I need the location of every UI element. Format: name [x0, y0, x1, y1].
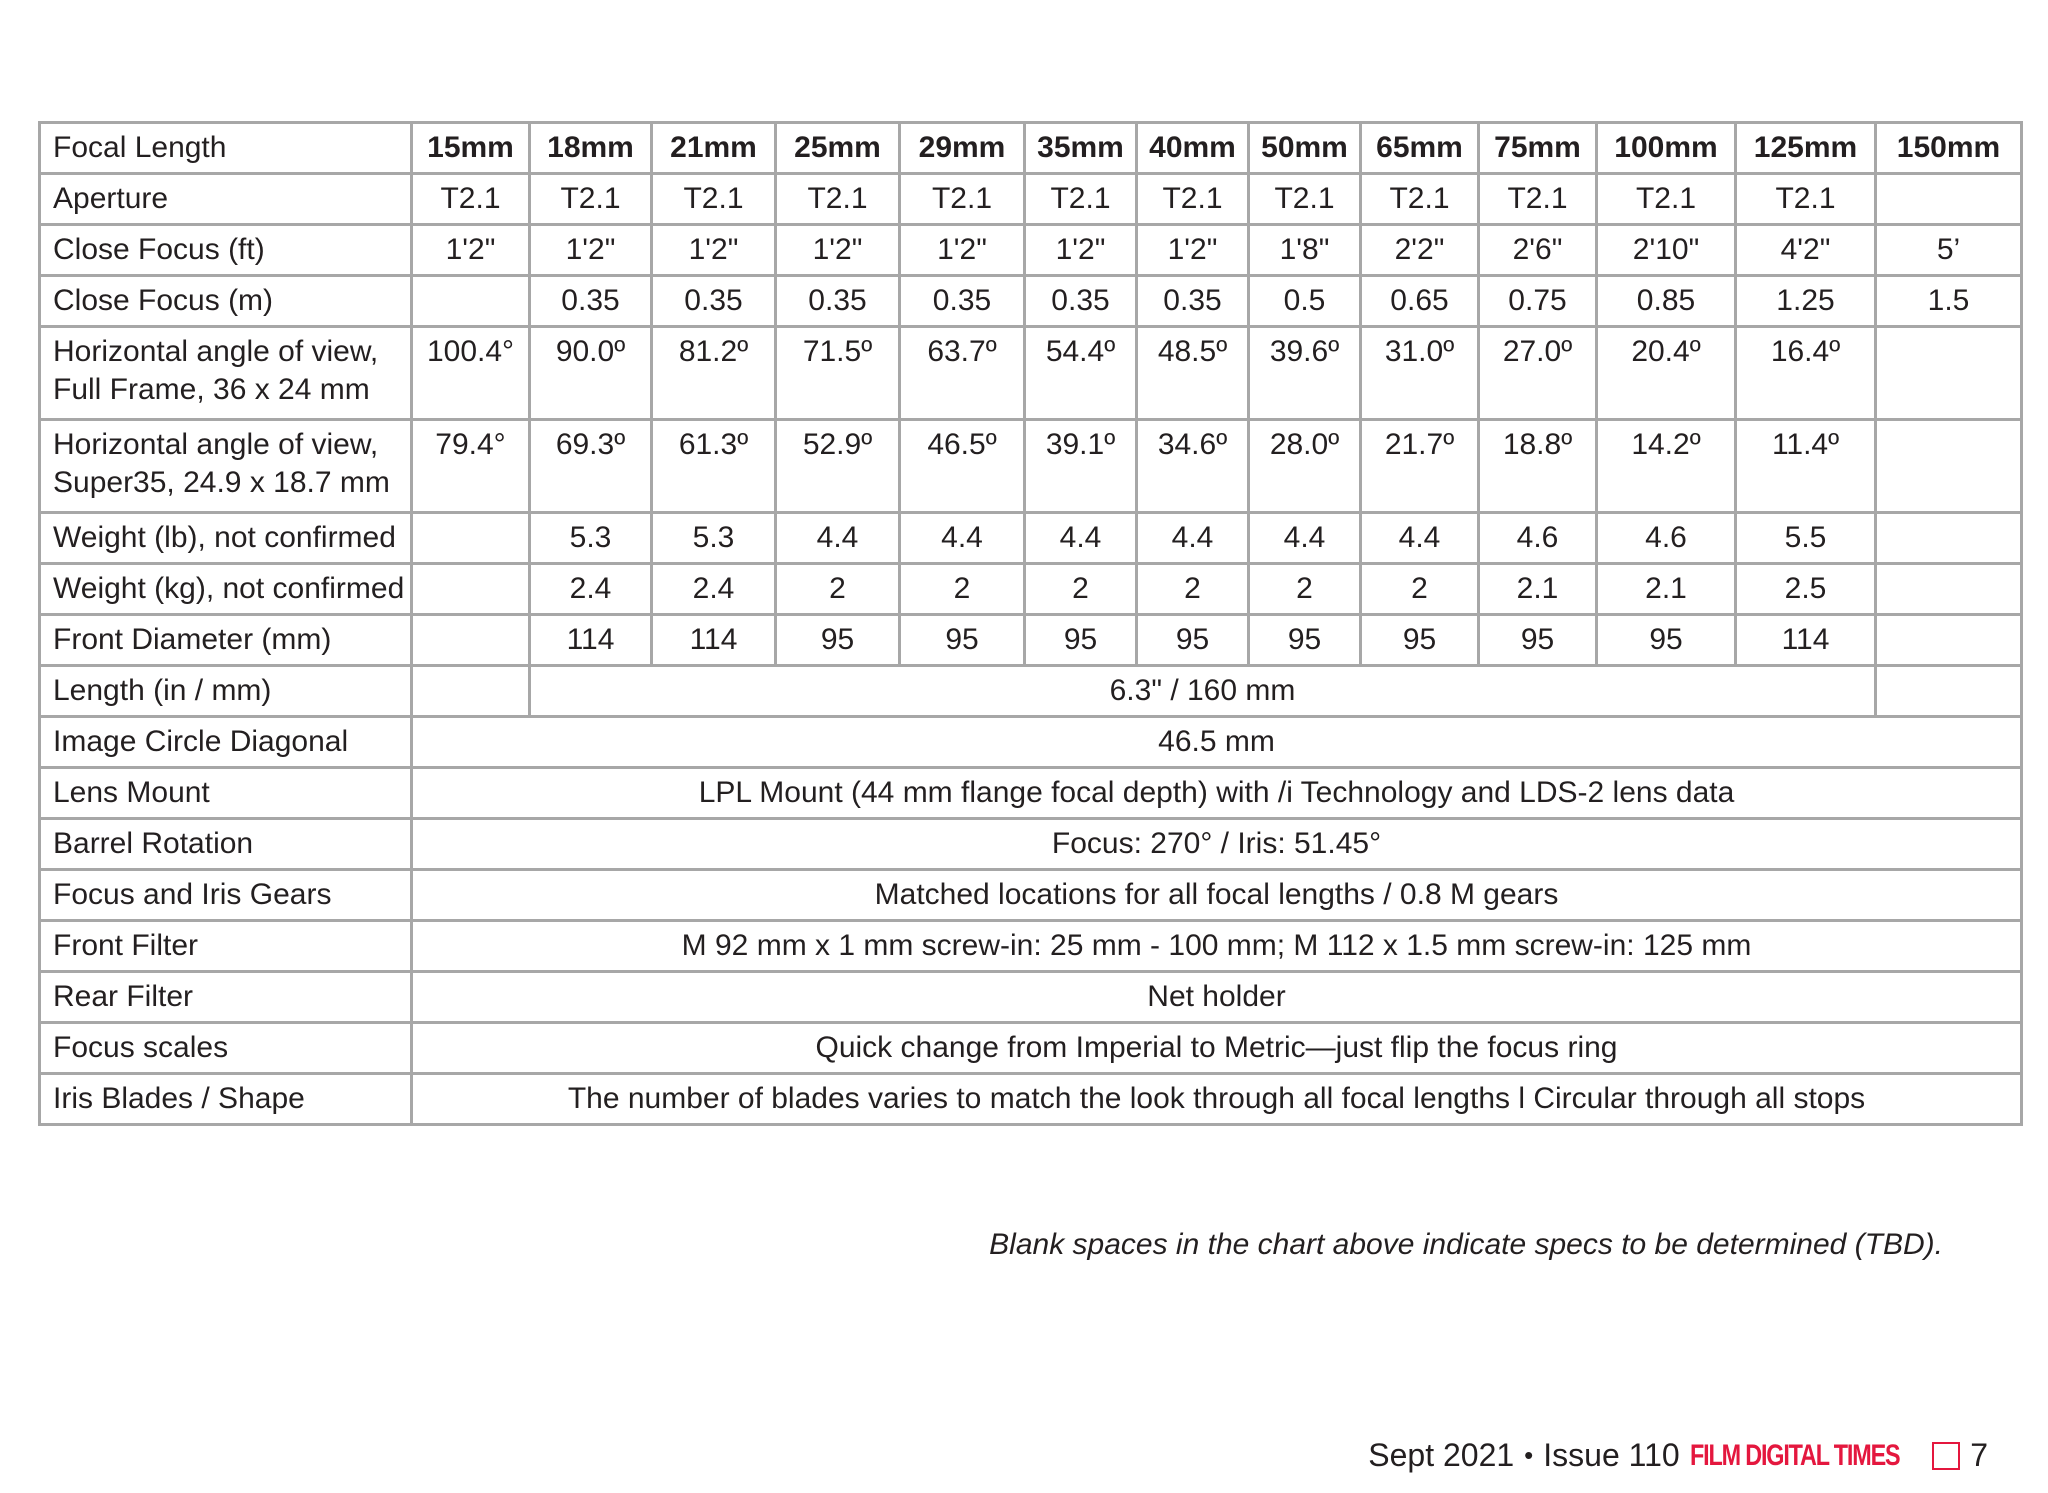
- table-cell: T2.1: [1597, 174, 1736, 225]
- table-cell: [1876, 666, 2022, 717]
- table-row: [40, 768, 2022, 819]
- table-cell: T2.1: [1361, 174, 1479, 225]
- spanned-cell: Net holder: [412, 972, 2022, 1023]
- brand-logo: FILM DIGITAL TIMES: [1689, 1438, 1900, 1472]
- spanned-cell: The number of blades varies to match the look through all focal lengths l Circular through all stops: [412, 1074, 2022, 1125]
- table-cell: 1'8": [1249, 225, 1361, 276]
- bullet-separator: •: [1524, 1440, 1534, 1470]
- row-label: Length (in / mm): [40, 666, 412, 717]
- table-cell: 4.4: [1025, 513, 1137, 564]
- spanned-cell: 6.3" / 160 mm: [530, 666, 1876, 717]
- table-cell: T2.1: [1249, 174, 1361, 225]
- row-label: Image Circle Diagonal: [40, 717, 412, 768]
- table-cell: 54.4º: [1025, 327, 1137, 420]
- table-cell: 95: [1361, 615, 1479, 666]
- table-body: [40, 123, 2022, 1125]
- table-cell: 5.5: [1736, 513, 1876, 564]
- table-cell: 1'2": [412, 225, 530, 276]
- row-label: [40, 420, 412, 513]
- table-cell: 11.4º: [1736, 420, 1876, 513]
- table-cell: 4.4: [1249, 513, 1361, 564]
- row-label: Front Diameter (mm): [40, 615, 412, 666]
- table-cell: 2: [900, 564, 1025, 615]
- table-cell: 5.3: [652, 513, 776, 564]
- column-header: 75mm: [1479, 123, 1597, 174]
- table-cell: [1876, 615, 2022, 666]
- page-footer: [1368, 1437, 1988, 1474]
- table-cell: 1'2": [530, 225, 652, 276]
- table-cell: T2.1: [900, 174, 1025, 225]
- table-cell: 1.5: [1876, 276, 2022, 327]
- row-label: Barrel Rotation: [40, 819, 412, 870]
- column-header: 40mm: [1137, 123, 1249, 174]
- row-label-focal-length: Focal Length: [40, 123, 412, 174]
- table-row: [40, 420, 2022, 513]
- page-number: 7: [1970, 1437, 1988, 1473]
- table-cell: 0.65: [1361, 276, 1479, 327]
- table-cell: [1876, 513, 2022, 564]
- table-cell: 95: [1597, 615, 1736, 666]
- table-cell: 0.35: [776, 276, 900, 327]
- table-cell: 0.35: [1025, 276, 1137, 327]
- table-cell: 0.35: [652, 276, 776, 327]
- table-cell: 31.0º: [1361, 327, 1479, 420]
- table-cell: 4.6: [1597, 513, 1736, 564]
- spanned-cell: Quick change from Imperial to Metric—just flip the focus ring: [412, 1023, 2022, 1074]
- table-cell: 4'2": [1736, 225, 1876, 276]
- table-cell: 4.4: [1361, 513, 1479, 564]
- table-row: [40, 615, 2022, 666]
- table-cell: 2: [1361, 564, 1479, 615]
- table-row: [40, 972, 2022, 1023]
- row-label-line: Horizontal angle of view,: [53, 428, 379, 461]
- table-cell: 71.5º: [776, 327, 900, 420]
- tbd-note: Blank spaces in the chart above indicate specs to be determined (TBD).: [989, 1228, 1943, 1261]
- table-cell: 4.4: [900, 513, 1025, 564]
- row-label: [40, 327, 412, 420]
- row-label: Weight (lb), not confirmed: [40, 513, 412, 564]
- table-cell: 1'2": [900, 225, 1025, 276]
- table-row: [40, 225, 2022, 276]
- row-label: Close Focus (ft): [40, 225, 412, 276]
- table-cell: 2: [776, 564, 900, 615]
- lens-spec-table: [38, 121, 2023, 1126]
- table-row: [40, 819, 2022, 870]
- table-cell: 2'10": [1597, 225, 1736, 276]
- row-label: Front Filter: [40, 921, 412, 972]
- brand-box-icon: [1932, 1442, 1960, 1470]
- table-cell: [1876, 564, 2022, 615]
- table-cell: 4.4: [776, 513, 900, 564]
- table-cell: 2: [1249, 564, 1361, 615]
- table-cell: 46.5º: [900, 420, 1025, 513]
- table-cell: 2.4: [530, 564, 652, 615]
- row-label: Focus and Iris Gears: [40, 870, 412, 921]
- table-cell: 1'2": [1137, 225, 1249, 276]
- table-cell: 90.0º: [530, 327, 652, 420]
- table-cell: 61.3º: [652, 420, 776, 513]
- table-row: [40, 123, 2022, 174]
- column-header: 100mm: [1597, 123, 1736, 174]
- table-cell: 0.85: [1597, 276, 1736, 327]
- table-row: [40, 666, 2022, 717]
- table-cell: 2.1: [1597, 564, 1736, 615]
- column-header: 35mm: [1025, 123, 1137, 174]
- table-cell: 2'6": [1479, 225, 1597, 276]
- table-cell: 4.4: [1137, 513, 1249, 564]
- table-cell: [412, 276, 530, 327]
- spanned-cell: Focus: 270° / Iris: 51.45°: [412, 819, 2022, 870]
- table-cell: 5.3: [530, 513, 652, 564]
- table-cell: 27.0º: [1479, 327, 1597, 420]
- column-header: 50mm: [1249, 123, 1361, 174]
- table-cell: 100.4°: [412, 327, 530, 420]
- table-cell: 95: [900, 615, 1025, 666]
- table-cell: 0.75: [1479, 276, 1597, 327]
- table-cell: 0.35: [900, 276, 1025, 327]
- table-cell: 34.6º: [1137, 420, 1249, 513]
- table-cell: 21.7º: [1361, 420, 1479, 513]
- row-label: Focus scales: [40, 1023, 412, 1074]
- table-cell: 0.35: [1137, 276, 1249, 327]
- table-cell: T2.1: [652, 174, 776, 225]
- table-cell: 5’: [1876, 225, 2022, 276]
- spanned-cell: 46.5 mm: [412, 717, 2022, 768]
- table-cell: [412, 615, 530, 666]
- column-header: 18mm: [530, 123, 652, 174]
- table-cell: [1876, 327, 2022, 420]
- row-label: Close Focus (m): [40, 276, 412, 327]
- column-header: 65mm: [1361, 123, 1479, 174]
- table-cell: 14.2º: [1597, 420, 1736, 513]
- row-label-line: Full Frame, 36 x 24 mm: [53, 373, 370, 406]
- table-row: [40, 513, 2022, 564]
- table-cell: [412, 513, 530, 564]
- issue-date: Sept 2021: [1368, 1437, 1515, 1473]
- table-row: [40, 870, 2022, 921]
- table-cell: 1'2": [1025, 225, 1137, 276]
- table-row: [40, 564, 2022, 615]
- table-cell: 114: [1736, 615, 1876, 666]
- table-cell: 0.5: [1249, 276, 1361, 327]
- table-cell: 95: [1479, 615, 1597, 666]
- table-cell: 1'2": [776, 225, 900, 276]
- table-cell: 69.3º: [530, 420, 652, 513]
- table-cell: 18.8º: [1479, 420, 1597, 513]
- table-cell: [412, 666, 530, 717]
- table-cell: 2.4: [652, 564, 776, 615]
- table-cell: 114: [652, 615, 776, 666]
- row-label-line: Super35, 24.9 x 18.7 mm: [53, 466, 390, 499]
- spanned-cell: M 92 mm x 1 mm screw-in: 25 mm - 100 mm; M 112 x 1.5 mm screw-in: 125 mm: [412, 921, 2022, 972]
- table-cell: 2'2": [1361, 225, 1479, 276]
- table-cell: [412, 564, 530, 615]
- table-cell: 2: [1025, 564, 1137, 615]
- table-row: [40, 327, 2022, 420]
- table-cell: 95: [1249, 615, 1361, 666]
- table-cell: 95: [1137, 615, 1249, 666]
- table-cell: 2.1: [1479, 564, 1597, 615]
- table-cell: 16.4º: [1736, 327, 1876, 420]
- column-header: 29mm: [900, 123, 1025, 174]
- table-row: [40, 921, 2022, 972]
- table-cell: 95: [1025, 615, 1137, 666]
- column-header: 25mm: [776, 123, 900, 174]
- table-row: [40, 717, 2022, 768]
- table-cell: 114: [530, 615, 652, 666]
- row-label: Iris Blades / Shape: [40, 1074, 412, 1125]
- table-cell: 39.1º: [1025, 420, 1137, 513]
- row-label: Weight (kg), not confirmed: [40, 564, 412, 615]
- table-cell: 1.25: [1736, 276, 1876, 327]
- spanned-cell: Matched locations for all focal lengths / 0.8 M gears: [412, 870, 2022, 921]
- table-cell: 2: [1137, 564, 1249, 615]
- table-cell: 63.7º: [900, 327, 1025, 420]
- table-cell: [1876, 420, 2022, 513]
- table-cell: 81.2º: [652, 327, 776, 420]
- table-row: [40, 174, 2022, 225]
- table-cell: 39.6º: [1249, 327, 1361, 420]
- table-cell: 4.6: [1479, 513, 1597, 564]
- table-cell: 95: [776, 615, 900, 666]
- table-cell: 20.4º: [1597, 327, 1736, 420]
- table-cell: 79.4°: [412, 420, 530, 513]
- column-header: 15mm: [412, 123, 530, 174]
- row-label: Lens Mount: [40, 768, 412, 819]
- table-cell: T2.1: [776, 174, 900, 225]
- table-cell: 2.5: [1736, 564, 1876, 615]
- table-cell: 28.0º: [1249, 420, 1361, 513]
- table-row: [40, 1023, 2022, 1074]
- table-cell: T2.1: [1025, 174, 1137, 225]
- table-cell: T2.1: [1137, 174, 1249, 225]
- table-cell: T2.1: [1736, 174, 1876, 225]
- table-cell: T2.1: [1479, 174, 1597, 225]
- table-row: [40, 1074, 2022, 1125]
- table-cell: T2.1: [530, 174, 652, 225]
- column-header: 125mm: [1736, 123, 1876, 174]
- row-label-line: Horizontal angle of view,: [53, 335, 379, 368]
- column-header: 21mm: [652, 123, 776, 174]
- issue-number: Issue 110: [1543, 1437, 1680, 1473]
- table-cell: 0.35: [530, 276, 652, 327]
- table-cell: 1'2": [652, 225, 776, 276]
- column-header: 150mm: [1876, 123, 2022, 174]
- row-label: Rear Filter: [40, 972, 412, 1023]
- table-row: [40, 276, 2022, 327]
- table-cell: 48.5º: [1137, 327, 1249, 420]
- table-cell: [1876, 174, 2022, 225]
- row-label: Aperture: [40, 174, 412, 225]
- spanned-cell: LPL Mount (44 mm flange focal depth) with /i Technology and LDS-2 lens data: [412, 768, 2022, 819]
- table-cell: T2.1: [412, 174, 530, 225]
- table-cell: 52.9º: [776, 420, 900, 513]
